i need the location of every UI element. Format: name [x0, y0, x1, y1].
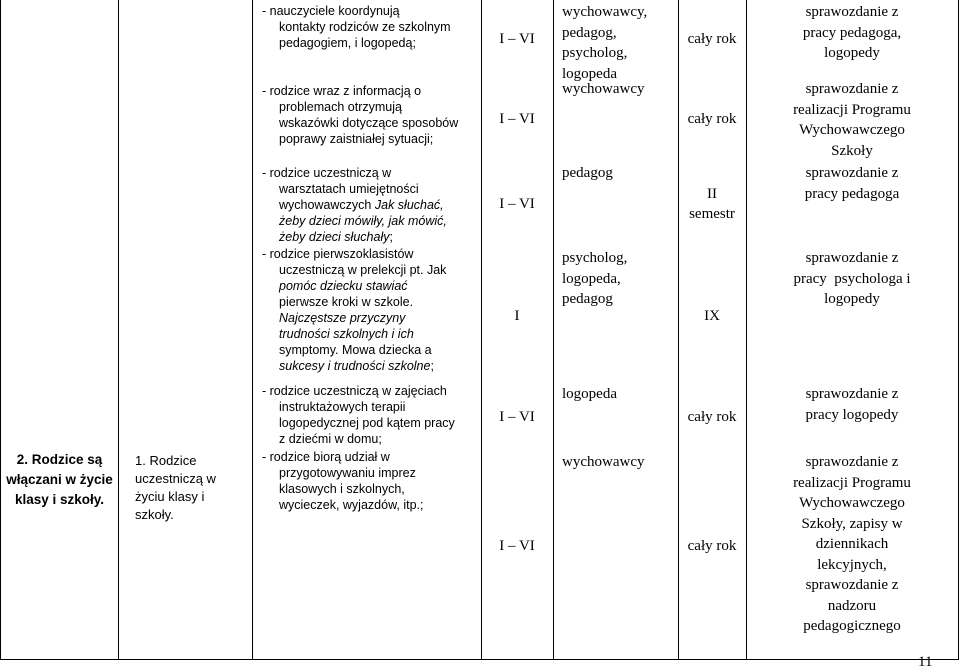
responsible-cell: psycholog, logopeda, pedagog	[562, 250, 628, 307]
description-cell: - rodzice uczestniczą w zajęciach instruktażowych terapii logopedycznej pod kątem pracy z dziećmi w domu;	[262, 384, 455, 446]
description-cell: - nauczyciele koordynują kontakty rodziców ze szkolnym pedagogiem, i logopedą;	[262, 4, 451, 50]
grid-line	[746, 0, 747, 660]
grid-line	[0, 0, 1, 660]
grid-line	[252, 0, 253, 660]
description-cell: - rodzice biorą udział w przygotowywaniu imprez klasowych i szkolnych, wycieczek, wyjazdów, itp.;	[262, 450, 424, 512]
description-cell: - rodzice wraz z informacją o problemach otrzymują wskazówki dotyczące sposobów poprawy zaistniałej sytuacji;	[262, 84, 459, 146]
timing-cell: cały rok	[687, 111, 737, 127]
grades-cell: I – VI	[499, 196, 535, 212]
grid-line	[481, 0, 482, 660]
grid-line	[0, 659, 959, 660]
report-cell: sprawozdanie z pracy pedagoga, logopedy	[802, 4, 902, 61]
grid-line	[118, 0, 119, 660]
responsible-cell: wychowawcy	[562, 81, 645, 97]
description-cell: - rodzice uczestniczą w warsztatach umiejętności wychowawczych Jak słuchać, żeby dzieci mówiły, jak mówić, żeby dzieci słuchały;	[262, 166, 447, 244]
grades-cell: I	[514, 308, 520, 324]
report-cell: sprawozdanie z realizacji Programu Wychowawczego Szkoły, zapisy w dziennikach lekcyjnych, sprawozdanie z nadzoru pedagogicznego	[793, 454, 911, 634]
timing-cell: IX	[704, 308, 720, 324]
grades-cell: I – VI	[499, 538, 535, 554]
page-number: 11	[918, 654, 933, 670]
responsible-cell: logopeda	[562, 386, 617, 402]
description-cell: - rodzice pierwszoklasistów uczestniczą w prelekcji pt. Jak pomóc dziecku stawiać pierwsze kroki w szkole. Najczęstsze przyczyny trudności szkolnych i ich symptomy. Mowa dziecka a sukcesy i trudności szkolne;	[262, 247, 447, 373]
report-cell: sprawozdanie z pracy logopedy	[805, 386, 899, 423]
timing-cell: II semestr	[689, 186, 735, 222]
timing-cell: cały rok	[687, 538, 737, 554]
report-cell: sprawozdanie z pracy psychologa i logopedy	[793, 250, 911, 307]
responsible-cell: pedagog	[562, 165, 613, 181]
timing-cell: cały rok	[687, 31, 737, 47]
row-label: 2. Rodzice są włączani w życie klasy i szkoły.	[6, 452, 113, 507]
timing-cell: cały rok	[687, 409, 737, 425]
responsible-cell: wychowawcy, pedagog, psycholog, logopeda	[562, 4, 648, 82]
sub-label: 1. Rodzice uczestniczą w życiu klasy i szkoły.	[135, 453, 216, 522]
grid-line	[553, 0, 554, 660]
grades-cell: I – VI	[499, 111, 535, 127]
grades-cell: I – VI	[499, 31, 535, 47]
grid-line	[958, 0, 959, 660]
responsible-cell: wychowawcy	[562, 454, 645, 470]
report-cell: sprawozdanie z realizacji Programu Wychowawczego Szkoły	[793, 81, 911, 159]
grades-cell: I – VI	[499, 409, 535, 425]
report-cell: sprawozdanie z pracy pedagoga	[804, 165, 900, 202]
grid-line	[678, 0, 679, 660]
